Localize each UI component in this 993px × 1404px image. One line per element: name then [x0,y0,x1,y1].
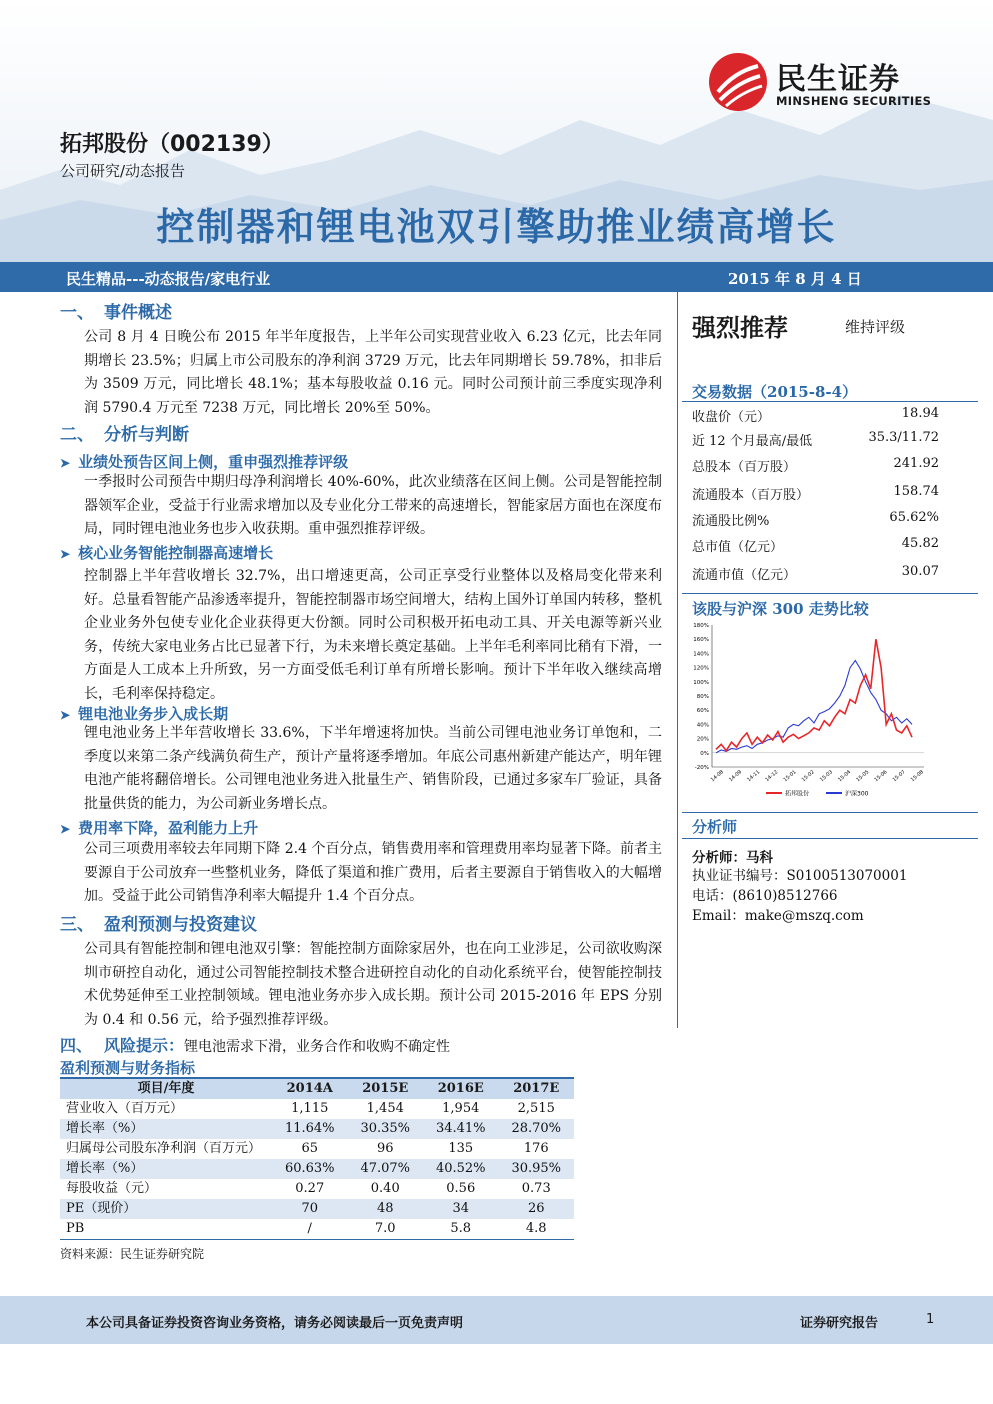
section-heading-2 [60,420,189,445]
subheading-text: 费用率下降，盈利能力上升 [78,819,259,837]
table-cell: 营业收入（百万元） [66,1101,184,1116]
arrow-icon: ➤ [60,456,71,470]
x-tick-label: 14-09 [728,769,744,784]
paragraph-forecast: 公司具有智能控制和锂电池双引擎：智能控制方面除家居外，也在向工业涉足，公司欲收购深圳市研控自动化，通过公司智能控制技术整合进研控自动化的自动化系统平台，使智能控制技术优势延伸至工业控制领域。锂电池业务亦步入成长期。预计公司 2015-2016 年 EPS 分别为 0.4 和 0.56 元，给予强烈推荐评级。 [84,941,662,1028]
arrow-icon: ➤ [60,708,71,722]
trading-value: 30.07 [901,564,939,579]
price-compare-chart [688,617,936,802]
x-tick-label: 14-11 [746,769,762,784]
table-cell: 30.35% [348,1119,424,1139]
section-heading-1 [60,298,172,323]
section-number: 三、 [60,915,94,935]
trading-value: 241.92 [893,456,939,471]
risk-text: 锂电池需求下滑，业务合作和收购不确定性 [184,1039,451,1055]
table-header-cell: 2015E [348,1078,424,1099]
paragraph-event: 公司 8 月 4 日晚公布 2015 年半年度报告，上半年公司实现营业收入 6.23 亿元，比去年同期增长 23.5%；归属上市公司股东的净利润 3729 万元，比去年同期增长 59.78%，扣非后为 3509 万元，同比增长 48.1%；基本每股收益 0.16 元。同时公司预计前三季度实现净利润 5790.4 万元至 7238 万元，同比增长 20%至 50%。 [84,329,662,416]
y-tick-label: 40% [696,722,709,729]
table-cell: 增长率（%） [60,1159,272,1179]
analyst-cert: 执业证书编号：S0100513070001 [692,868,908,884]
table-cell: 30.95% [499,1159,575,1179]
x-tick-label: 14-12 [764,769,780,784]
y-tick-label: 140% [693,651,709,658]
x-tick-label: 15-04 [837,769,853,784]
table-cell: 34 [423,1199,499,1219]
y-tick-label: 0% [700,750,709,757]
table-cell: 0.27 [295,1181,325,1196]
table-cell: 47.07% [348,1159,424,1179]
y-tick-label: 100% [693,679,709,686]
table-cell: 每股收益（元） [66,1181,158,1196]
analyst-email[interactable]: Email：make@mszq.com [692,908,864,924]
analyst-phone: 电话：(8610)8512766 [692,888,838,904]
paragraph-expense: 公司三项费用率较去年同期下降 2.4 个百分点，销售费用率和管理费用率均显著下降。前者主要源自于公司放弃一些整机业务，降低了渠道和推广费用，后者主要源自于销售收入的大幅增加。受益于此公司销售净利率大幅提升 1.4 个百分点。 [84,841,662,904]
page-number: 1 [926,1312,935,1327]
subheading-text: 核心业务智能控制器高速增长 [78,544,274,562]
risk-line [60,1033,450,1056]
x-tick-label: 15-01 [782,769,798,784]
brand-emblem-icon [708,52,768,112]
subheading-text: 业绩处预告区间上侧，重申强烈推荐评级 [78,453,349,471]
brand-logo [708,52,938,116]
section-number: 二、 [60,425,94,445]
rating-label: 强烈推荐 [692,314,788,342]
trading-value: 18.94 [901,406,939,421]
trading-key: 近 12 个月最高/最低 [692,434,813,449]
table-cell: 1,954 [442,1101,480,1116]
trading-data-title: 交易数据（2015-8-4） [692,383,858,401]
table-row [60,1119,574,1139]
arrow-icon: ➤ [60,822,71,836]
table-cell: 48 [348,1199,424,1219]
chart-axes [712,625,924,767]
trading-key: 流通股比例% [692,514,770,529]
table-cell: 34.41% [423,1119,499,1139]
x-tick-label: 14-08 [709,769,725,784]
trading-key: 收盘价（元） [692,410,771,425]
paragraph-battery: 锂电池业务上半年营收增长 33.6%，下半年增速将加快。当前公司锂电池业务订单饱和，二季度以来第二条产线满负荷生产，预计产量将逐季增加。年底公司惠州新建产能达产，明年锂电池产能将翻倍增长。公司锂电池业务进入批量生产、销售阶段，已通过多家车厂验证，具备批量供货的能力，为公司新业务增长点。 [84,725,662,812]
trading-key: 总股本（百万股） [692,460,797,475]
section-title: 分析与判断 [104,425,189,445]
y-tick-label: 60% [696,708,709,715]
table-header-cell: 2017E [499,1078,575,1099]
risk-title: 风险提示： [104,1036,185,1055]
compare-title: 该股与沪深 300 走势比较 [692,600,869,618]
table-row [60,1159,574,1179]
table-source: 资料来源：民生证券研究院 [60,1247,205,1261]
divider-line [682,838,978,839]
financial-table [60,1077,574,1240]
x-tick-label: 15-05 [855,769,871,784]
table-cell: 4.8 [499,1219,575,1240]
table-cell: 0.40 [370,1181,400,1196]
y-tick-label: 80% [696,694,709,700]
trading-key: 流通股本（百万股） [692,488,810,503]
table-cell: 28.70% [499,1119,575,1139]
table-cell: 0.73 [521,1181,551,1196]
series-line [716,661,912,753]
brand-name-en: MINSHENG SECURITIES [776,94,932,108]
table-cell: 60.63% [272,1159,348,1179]
table-cell: 11.64% [272,1119,348,1139]
table-cell: 70 [272,1199,348,1219]
subheading-3 [60,703,228,724]
table-cell: 0.56 [446,1181,476,1196]
footer-label: 证券研究报告 [800,1316,879,1331]
table-cell: 176 [523,1141,549,1156]
trading-key: 总市值（亿元） [692,540,784,555]
table-cell: / [272,1219,348,1240]
y-tick-label: 160% [693,637,709,644]
brand-name-cn: 民生证券 [776,62,900,97]
table-cell: PB [60,1219,272,1240]
trading-value: 35.3/11.72 [868,430,939,445]
table-cell: PE（现价） [60,1199,272,1219]
fin-table-title: 盈利预测与财务指标 [60,1059,196,1077]
trading-value: 45.82 [901,536,939,551]
arrow-icon: ➤ [60,547,71,561]
table-header-row [60,1078,574,1099]
y-tick-label: 20% [696,736,709,743]
rating-sub: 维持评级 [845,318,906,336]
analyst-heading: 分析师 [692,818,738,836]
divider-line [682,401,978,402]
y-tick-label: 180% [693,623,709,629]
table-header-cell: 2014A [272,1078,348,1099]
table-cell: 26 [499,1199,575,1219]
table-row [60,1199,574,1219]
divider-line [682,593,978,594]
table-cell: 1,115 [291,1101,329,1116]
paragraph-controller: 控制器上半年营收增长 32.7%，出口增速更高，公司正享受行业整体以及格局变化带来利好。总量看智能产品渗透率提升，智能控制器市场空间增大，结构上国外订单国内转移，整机企业业务外包使专业化企业获得更大份额。同时公司积极开拓电动工具、开关电源等新兴业务，传统大家电业务占比已显著下行，为未来增长奠定基础。上半年毛利率同比稍有下滑，一方面是人工成本上升所致，另一方面受低毛利订单有所增长影响。预计下半年收入继续高增长，毛利率保持稳定。 [84,568,662,702]
x-tick-label: 15-07 [891,769,907,784]
table-row [60,1139,574,1159]
table-cell: 135 [448,1141,474,1156]
section-title: 事件概述 [104,303,172,323]
table-header-cell: 项目/年度 [60,1078,272,1099]
trading-key: 流通市值（亿元） [692,568,797,583]
y-tick-label: -20% [694,765,709,771]
trading-value: 65.62% [889,510,939,525]
table-cell: 5.8 [423,1219,499,1240]
y-tick-label: 120% [693,665,709,672]
subheading-text: 锂电池业务步入成长期 [78,705,229,723]
table-cell: 40.52% [423,1159,499,1179]
band-category: 民生精品---动态报告/家电行业 [66,270,271,288]
x-tick-label: 15-03 [818,769,834,784]
subheading-2 [60,542,273,563]
table-cell: 65 [301,1141,319,1156]
table-row [60,1099,574,1119]
table-cell: 归属母公司股东净利润（百万元） [66,1141,262,1156]
footer-disclaimer: 本公司具备证券投资咨询业务资格，请务必阅读最后一页免责声明 [86,1316,464,1331]
x-tick-label: 15-08 [909,769,925,784]
table-cell: 96 [376,1141,394,1156]
stock-title: 拓邦股份（002139） [60,132,284,157]
trading-value: 158.74 [893,484,939,499]
subheading-4 [60,817,258,838]
table-row [60,1219,574,1240]
x-tick-label: 15-06 [873,769,889,784]
band-date: 2015 年 8 月 4 日 [728,270,862,288]
column-divider [677,292,678,1028]
section-number: 四、 [60,1036,93,1055]
analyst-name: 分析师：马科 [692,850,773,866]
paragraph-performance: 一季报时公司预告中期归母净利润增长 40%-60%，此次业绩落在区间上侧。公司是智能控制器领军企业，受益于行业需求增加以及专业化分工带来的高速增长，智能家居方面也在深度布局，同时锂电池业务也步入收获期。重申强烈推荐评级。 [84,474,662,537]
report-headline: 控制器和锂电池双引擎助推业绩高增长 [156,205,837,249]
table-cell: 1,454 [366,1101,404,1116]
table-header-cell: 2016E [423,1078,499,1099]
section-title: 盈利预测与投资建议 [104,915,257,935]
report-type: 公司研究/动态报告 [60,162,186,180]
table-cell: 增长率（%） [60,1119,272,1139]
legend-label: 拓邦股份 [785,790,810,798]
section-heading-3 [60,910,257,935]
section-number: 一、 [60,303,94,323]
x-tick-label: 15-02 [800,769,816,784]
divider-line [682,812,978,813]
table-cell: 2,515 [517,1101,555,1116]
table-row [60,1179,574,1199]
legend-label: 沪深300 [845,790,869,798]
table-cell: 7.0 [348,1219,424,1240]
series-line [716,639,912,751]
subheading-1 [60,451,348,472]
